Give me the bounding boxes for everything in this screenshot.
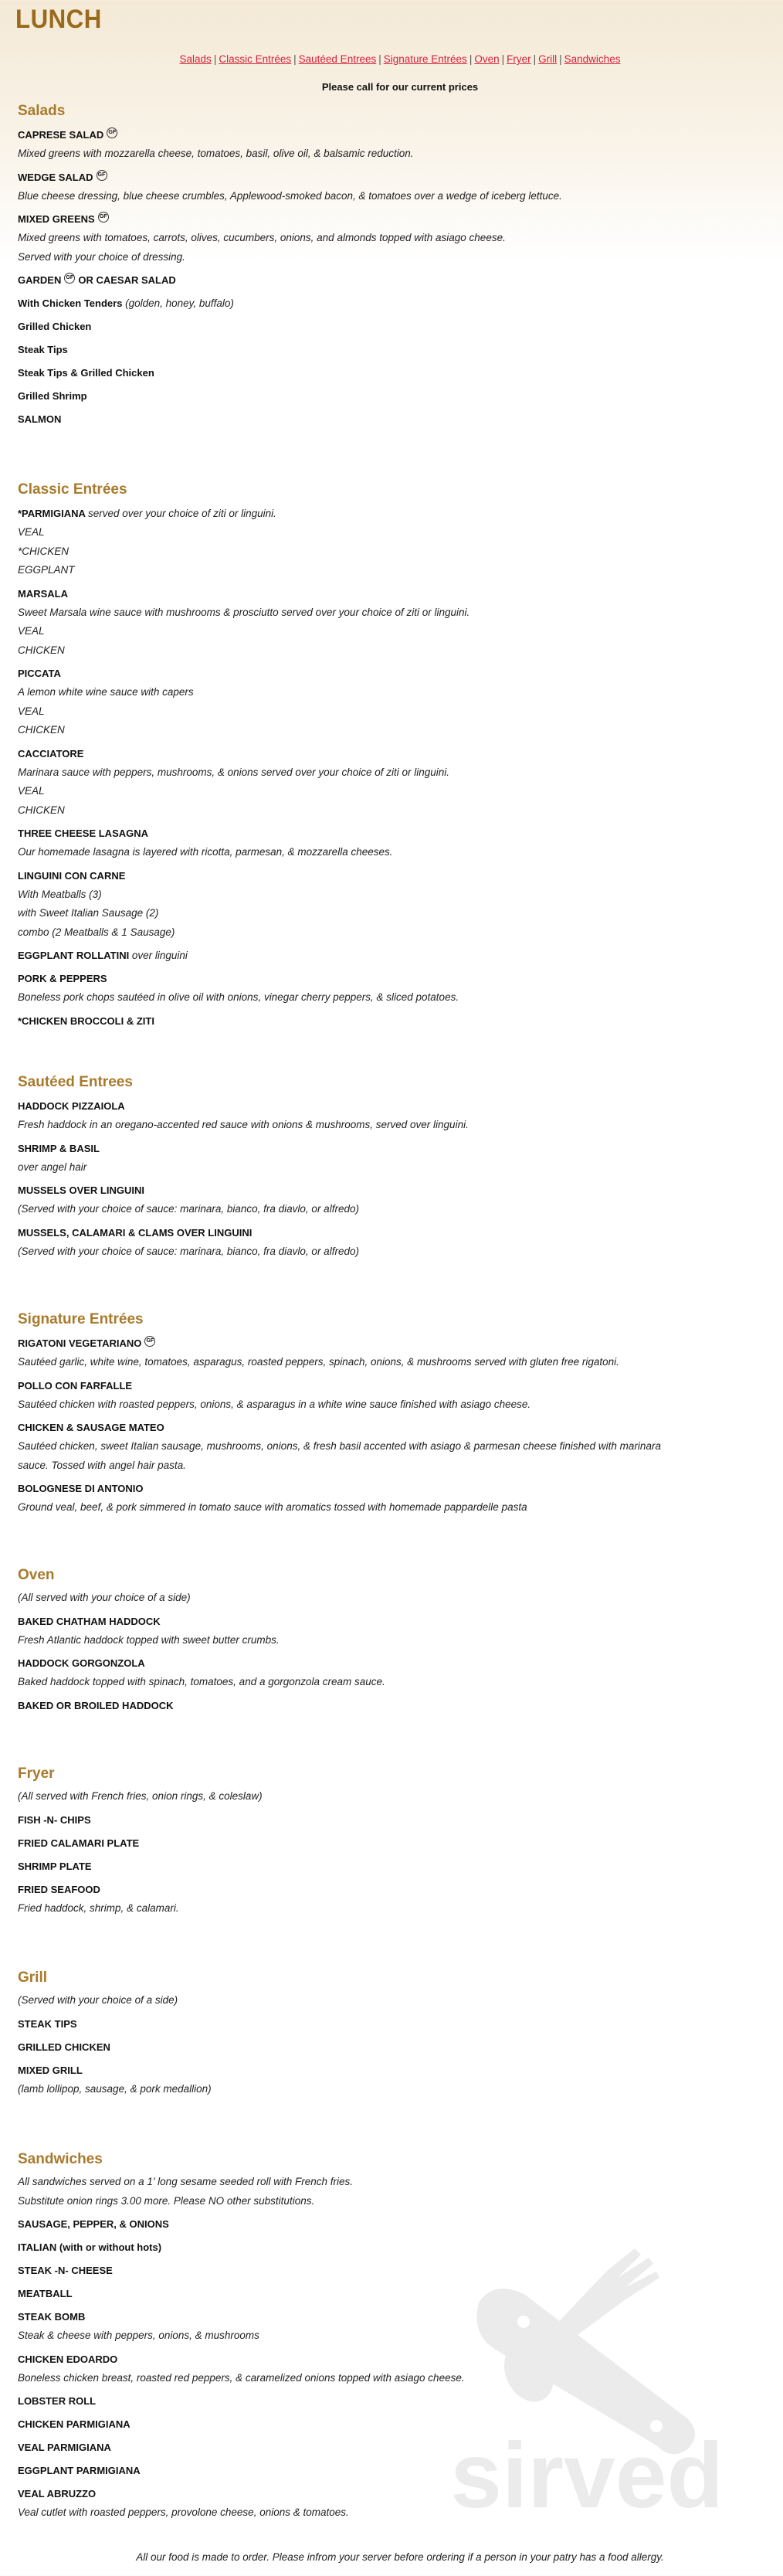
menu-item xyxy=(18,2061,771,2099)
section-note-line: Substitute onion rings 3.00 more. Please NO other substitutions. xyxy=(18,2194,315,2207)
menu-item-description: Boneless chicken breast, roasted red peppers, & caramelized onions topped with asiago cheese. xyxy=(18,2371,465,2384)
page-title: LUNCH xyxy=(15,5,102,34)
menu-item xyxy=(18,1223,771,1262)
section-note xyxy=(18,1991,771,2010)
menu-item-description: (Served with your choice of sauce: marinara, bianco, fra diavlo, or alfredo) xyxy=(18,1203,359,1215)
menu-item xyxy=(18,1139,771,1178)
menu-item xyxy=(18,824,771,862)
menu-item-title xyxy=(18,1418,771,1437)
menu-item-title xyxy=(18,1181,771,1200)
menu-item-title xyxy=(18,1880,771,1899)
menu-item xyxy=(18,1181,771,1219)
nav-separator: | xyxy=(378,53,381,65)
menu-item-title xyxy=(18,209,771,229)
menu-item-title xyxy=(18,1612,771,1631)
menu-item-title xyxy=(18,386,771,406)
menu-item-name: PORK & PEPPERS xyxy=(18,973,107,984)
menu-item-name: Grilled Shrimp xyxy=(18,390,87,402)
menu-item-description: CHICKEN xyxy=(18,804,65,816)
menu-item-description: Fried haddock, shrimp, & calamari. xyxy=(18,1901,179,1914)
menu-item-title xyxy=(18,294,771,313)
menu-item-name: SHRIMP & BASIL xyxy=(18,1142,100,1154)
menu-item-description: EGGPLANT xyxy=(18,564,75,576)
menu-item-description: Mixed greens with mozzarella cheese, tomatoes, basil, olive oil, & balsamic reduction. xyxy=(18,148,414,159)
menu-item-description: (lamb lollipop, sausage, & pork medallion) xyxy=(18,2082,212,2095)
nav-separator: | xyxy=(533,53,537,65)
menu-item-name: ITALIAN (with or without hots) xyxy=(18,2241,162,2253)
menu-item xyxy=(18,584,771,661)
menu-section xyxy=(18,1310,771,1517)
menu-item-name: VEAL PARMIGIANA xyxy=(18,2442,111,2453)
menu-item-name: STEAK -N- CHEESE xyxy=(18,2265,113,2276)
menu-item-description: VEAL xyxy=(18,625,45,637)
menu-item-name: WEDGE SALAD xyxy=(18,171,93,183)
gluten-free-badge-icon: GF xyxy=(97,170,107,181)
menu-item xyxy=(18,1653,771,1692)
menu-item-name: BOLOGNESE DI ANTONIO xyxy=(18,1483,144,1494)
menu-item-title xyxy=(18,664,771,683)
nav-link-classic-entr-es[interactable]: Classic Entrées xyxy=(219,53,292,65)
menu-item xyxy=(18,317,771,336)
nav-separator: | xyxy=(469,53,473,65)
menu-item xyxy=(18,866,771,943)
section-heading: Classic Entrées xyxy=(18,481,127,498)
menu-item xyxy=(18,1612,771,1650)
menu-item-name: *PARMIGIANA xyxy=(18,508,86,519)
menu-item-name: FISH -N- CHIPS xyxy=(18,1813,91,1826)
section-heading: Grill xyxy=(18,1969,48,1986)
menu-item-description: CHICKEN xyxy=(18,724,65,736)
nav-link-fryer[interactable]: Fryer xyxy=(507,53,531,65)
menu-item-title xyxy=(18,866,771,885)
menu-item-description: Fresh Atlantic haddock topped with sweet butter crumbs. xyxy=(18,1633,280,1646)
menu-item-name: MIXED GRILL xyxy=(18,2064,83,2076)
menu-item xyxy=(18,2214,771,2234)
section-note-line: (All served with your choice of a side) xyxy=(18,1592,191,1603)
section-note xyxy=(18,2173,771,2211)
menu-item xyxy=(18,1810,771,1830)
menu-item-name: THREE CHEESE LASAGNA xyxy=(18,828,149,839)
menu-item-title xyxy=(18,363,771,382)
nav-link-saut-ed-entrees[interactable]: Sautéed Entrees xyxy=(298,53,377,65)
menu-item-description: Blue cheese dressing, blue cheese crumbles, Applewood-smoked bacon, & tomatoes over a wedge of iceberg lettuce. xyxy=(18,189,562,202)
menu-section xyxy=(18,1072,771,1261)
menu-item-name: SALMON xyxy=(18,413,62,425)
menu-item-title xyxy=(18,125,771,144)
menu-item-title xyxy=(18,2014,771,2034)
menu-item-name: STEAK BOMB xyxy=(18,2311,86,2323)
menu-item-name: Steak Tips xyxy=(18,344,68,355)
prices-note: Please call for our current prices xyxy=(321,81,479,93)
section-note-line: All sandwiches served on a 1' long sesame seeded roll with French fries. xyxy=(18,2176,354,2187)
menu-item-title xyxy=(18,1653,771,1673)
menu-item-name: FRIED SEAFOOD xyxy=(18,1883,100,1895)
nav-link-salads[interactable]: Salads xyxy=(179,53,212,65)
sirved-watermark-logo xyxy=(432,2248,741,2515)
menu-item xyxy=(18,168,771,206)
menu-item-description: Boneless pork chops sautéed in olive oil with onions, vinegar cherry peppers, & sliced potatoes. xyxy=(18,991,459,1003)
menu-item-description: Our homemade lasagna is layered with ricotta, parmesan, & mozzarella cheeses. xyxy=(18,846,393,858)
menu-item-inline-description: served over your choice of ziti or linguini. xyxy=(88,508,276,519)
menu-item-description: Ground veal, beef, & pork simmered in tomato sauce with aromatics tossed with homemade pappardelle pasta xyxy=(18,1501,527,1513)
menu-item xyxy=(18,1696,771,1715)
menu-item-title xyxy=(18,824,771,843)
menu-item-title xyxy=(18,1833,771,1853)
menu-item-name: MUSSELS OVER LINGUINI xyxy=(18,1184,144,1196)
menu-item-name: CHICKEN PARMIGIANA xyxy=(18,2418,130,2430)
menu-item xyxy=(18,340,771,359)
menu-item-description: sauce. Tossed with angel hair pasta. xyxy=(18,1459,186,1471)
menu-item-name: CHICKEN & SAUSAGE MATEO xyxy=(18,1422,164,1433)
menu-item-title xyxy=(18,744,771,763)
menu-item-name: EGGPLANT ROLLATINI xyxy=(18,950,130,961)
menu-item-name: FRIED CALAMARI PLATE xyxy=(18,1837,140,1849)
menu-item-title xyxy=(18,1696,771,1715)
section-note xyxy=(18,1589,771,1608)
menu-section xyxy=(18,1565,771,1715)
menu-item-name: SAUSAGE, PEPPER, & ONIONS xyxy=(18,2218,169,2230)
menu-item-description: Sweet Marsala wine sauce with mushrooms & prosciutto served over your choice of ziti or linguini. xyxy=(18,606,470,618)
menu-item-name: GRILLED CHICKEN xyxy=(18,2041,110,2053)
menu-item xyxy=(18,1011,771,1031)
menu-item-name: CACCIATORE xyxy=(18,747,84,760)
nav-separator: | xyxy=(213,53,217,65)
menu-section xyxy=(18,1968,771,2099)
menu-item-title xyxy=(18,1011,771,1031)
menu-item xyxy=(18,744,771,821)
menu-item-description: Mixed greens with tomatoes, carrots, olives, cucumbers, onions, and almonds topped with asiago cheese. xyxy=(18,232,506,243)
menu-item-description: CHICKEN xyxy=(18,644,65,656)
menu-item-name: LINGUINI CON CARNE xyxy=(18,869,126,882)
menu-item-name: STEAK TIPS xyxy=(18,2017,77,2030)
menu-item-title xyxy=(18,168,771,187)
menu-item xyxy=(18,2014,771,2034)
menu-item-description: With Meatballs (3) xyxy=(18,888,102,900)
menu-item-description: Steak & cheese with peppers, onions, & mushrooms xyxy=(18,2330,259,2341)
menu-item-description: VEAL xyxy=(18,526,45,538)
menu-item-description: Served with your choice of dressing. xyxy=(18,250,185,263)
menu-item xyxy=(18,1418,771,1475)
menu-item xyxy=(18,1334,771,1372)
menu-item-description: Sautéed garlic, white wine, tomatoes, asparagus, roasted peppers, spinach, onions, & mushrooms served with gluten free rigatoni. xyxy=(18,1356,619,1368)
gluten-free-badge-icon: GF xyxy=(107,127,117,138)
menu-item-description: with Sweet Italian Sausage (2) xyxy=(18,907,159,919)
section-heading: Sandwiches xyxy=(18,2151,103,2167)
menu-item-name: VEAL ABRUZZO xyxy=(18,2488,97,2500)
menu-item-title xyxy=(18,2214,771,2234)
section-heading: Signature Entrées xyxy=(18,1311,144,1327)
menu-item-title xyxy=(18,1857,771,1876)
menu-item-name: HADDOCK PIZZAIOLA xyxy=(18,1100,125,1112)
section-heading: Salads xyxy=(18,103,66,119)
menu-item-title xyxy=(18,410,771,429)
menu-item xyxy=(18,1880,771,1918)
gluten-free-badge-icon: GF xyxy=(64,273,75,284)
menu-item-title xyxy=(18,2061,771,2080)
menu-item xyxy=(18,125,771,164)
menu-item-name: MARSALA xyxy=(18,587,68,600)
menu-item-name: BAKED CHATHAM HADDOCK xyxy=(18,1615,161,1627)
menu-item-name: CHICKEN EDOARDO xyxy=(18,2353,118,2365)
menu-item xyxy=(18,1833,771,1853)
menu-item-name: *CHICKEN BROCCOLI & ZITI xyxy=(18,1014,154,1027)
menu-item xyxy=(18,1479,771,1517)
nav-link-sandwiches[interactable]: Sandwiches xyxy=(564,53,621,65)
menu-item-name: LOBSTER ROLL xyxy=(18,2395,97,2407)
menu-item-description: VEAL xyxy=(18,705,45,717)
menu-section xyxy=(18,480,771,1031)
menu-item-inline-description: (golden, honey, buffalo) xyxy=(125,297,234,309)
menu-item-title xyxy=(18,969,771,988)
menu-item-title xyxy=(18,317,771,336)
nav-separator: | xyxy=(501,53,505,65)
menu-item xyxy=(18,946,771,965)
menu-item-title xyxy=(18,2037,771,2057)
menu-item-name: GARDEN xyxy=(18,274,62,286)
menu-item xyxy=(18,270,771,290)
menu-item-title xyxy=(18,1096,771,1116)
menu-item-inline-description: over linguini xyxy=(131,950,188,961)
watermark-text: sirved xyxy=(450,2424,724,2515)
menu-item-description: over angel hair xyxy=(18,1161,87,1173)
menu-item-name-continued: OR CAESAR SALAD xyxy=(78,274,176,286)
section-heading: Oven xyxy=(18,1567,55,1583)
menu-item-description: A lemon white wine sauce with capers xyxy=(18,686,194,698)
menu-item-description: Sautéed chicken, sweet Italian sausage, mushrooms, onions, & fresh basil accented with asiago & parmesan cheese finished with marinara xyxy=(18,1440,661,1452)
nav-link-signature-entr-es[interactable]: Signature Entrées xyxy=(383,53,467,65)
menu-item xyxy=(18,1857,771,1876)
section-note xyxy=(18,1787,771,1806)
menu-item xyxy=(18,386,771,406)
menu-item-title xyxy=(18,1376,771,1395)
allergy-footer-note: All our food is made to order. Please infrom your server before ordering if a person in your patry has a food allergy. xyxy=(136,2551,664,2563)
menu-item-name: MUSSELS, CALAMARI & CLAMS OVER LINGUINI xyxy=(18,1226,253,1239)
section-note-line: (All served with French fries, onion rings, & coleslaw) xyxy=(18,1790,263,1802)
menu-item-description: Veal cutlet with roasted peppers, provolone cheese, onions & tomatoes. xyxy=(18,2506,349,2518)
menu-item-description: Sautéed chicken with roasted peppers, onions, & asparagus in a white wine sauce finished with asiago cheese. xyxy=(18,1398,531,1410)
menu-item xyxy=(18,209,771,267)
menu-item-name: With Chicken Tenders xyxy=(18,297,123,309)
menu-item xyxy=(18,664,771,740)
menu-item-name: EGGPLANT PARMIGIANA xyxy=(18,2465,141,2476)
menu-item-description: VEAL xyxy=(18,785,45,797)
menu-item-name: MEATBALL xyxy=(18,2288,73,2299)
gluten-free-badge-icon: GF xyxy=(144,1336,155,1347)
section-note-line: (Served with your choice of a side) xyxy=(18,1994,178,2006)
menu-section xyxy=(18,1764,771,1918)
nav-link-oven[interactable]: Oven xyxy=(474,53,500,65)
menu-item xyxy=(18,363,771,382)
menu-item xyxy=(18,504,771,580)
section-heading: Sautéed Entrees xyxy=(18,1074,133,1090)
menu-item-name: SHRIMP PLATE xyxy=(18,1860,92,1872)
menu-item-name: HADDOCK GORGONZOLA xyxy=(18,1657,145,1669)
menu-item-name: POLLO CON FARFALLE xyxy=(18,1379,133,1392)
menu-item-name: BAKED OR BROILED HADDOCK xyxy=(18,1699,174,1711)
menu-item-name: CAPRESE SALAD xyxy=(18,129,104,141)
nav-separator: | xyxy=(293,53,297,65)
section-heading: Fryer xyxy=(18,1765,55,1782)
gluten-free-badge-icon: GF xyxy=(98,212,109,223)
menu-item-title xyxy=(18,340,771,359)
menu-item-name: MIXED GREENS xyxy=(18,213,95,225)
menu-item-title xyxy=(18,1334,771,1353)
menu-item-description: Baked haddock topped with spinach, tomatoes, and a gorgonzola cream sauce. xyxy=(18,1676,385,1687)
menu-item-name: Grilled Chicken xyxy=(18,321,92,332)
menu-item-title xyxy=(18,946,771,965)
menu-item-title xyxy=(18,504,771,523)
menu-item-description: (Served with your choice of sauce: marinara, bianco, fra diavlo, or alfredo) xyxy=(18,1245,359,1257)
menu-item-description: Marinara sauce with peppers, mushrooms, & onions served over your choice of ziti or linguini. xyxy=(18,766,450,778)
menu-item-description: *CHICKEN xyxy=(18,545,69,557)
menu-item-title xyxy=(18,270,771,290)
menu-item xyxy=(18,969,771,1008)
menu-item-title xyxy=(18,1223,771,1242)
menu-item xyxy=(18,2037,771,2057)
menu-item-title xyxy=(18,1810,771,1830)
menu-item-description: Fresh haddock in an oregano-accented red sauce with onions & mushrooms, served over linguini. xyxy=(18,1119,469,1130)
menu-item-title xyxy=(18,1139,771,1158)
menu-item xyxy=(18,294,771,313)
menu-item xyxy=(18,1096,771,1135)
nav-link-grill[interactable]: Grill xyxy=(538,53,558,65)
menu-item-title xyxy=(18,1479,771,1498)
menu-item xyxy=(18,1376,771,1415)
menu-item-name: PICCATA xyxy=(18,668,61,679)
menu-section xyxy=(18,101,771,429)
menu-item-title xyxy=(18,584,771,603)
menu-item xyxy=(18,410,771,429)
section-nav xyxy=(0,53,783,65)
menu-item-name: RIGATONI VEGETARIANO xyxy=(18,1337,142,1349)
nav-separator: | xyxy=(559,53,562,65)
menu-item-name: Steak Tips & Grilled Chicken xyxy=(18,367,154,379)
menu-item-description: combo (2 Meatballs & 1 Sausage) xyxy=(18,926,175,938)
